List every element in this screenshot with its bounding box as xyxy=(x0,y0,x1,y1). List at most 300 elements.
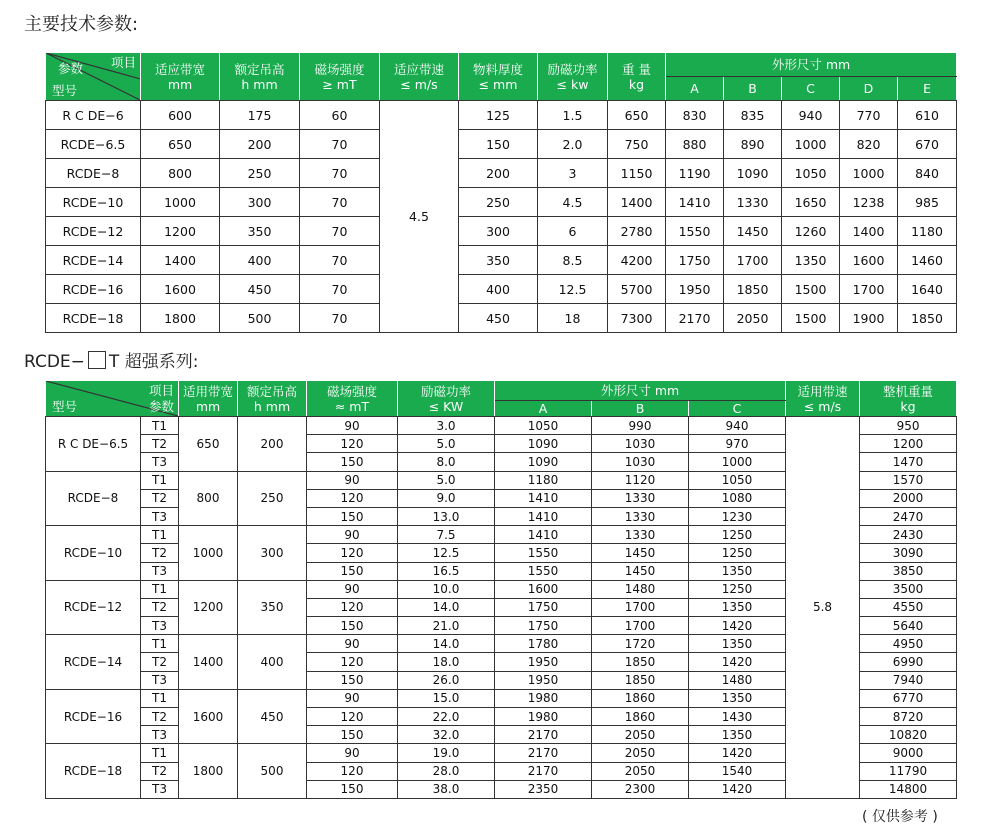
power-cell: 16.5 xyxy=(398,562,495,580)
weight-cell: 6990 xyxy=(860,653,957,671)
weight-cell: 7940 xyxy=(860,671,957,689)
B-cell: 1860 xyxy=(592,708,689,726)
field-cell: 120 xyxy=(307,708,398,726)
width-cell: 1000 xyxy=(141,188,220,217)
model-cell: RCDE−18 xyxy=(46,744,141,799)
B-cell: 1120 xyxy=(592,471,689,489)
type-cell: T3 xyxy=(141,453,179,471)
width-cell: 650 xyxy=(141,130,220,159)
power-cell: 5.0 xyxy=(398,471,495,489)
C-cell: 1350 xyxy=(689,635,786,653)
power-cell: 3.0 xyxy=(398,417,495,435)
super-series-table xyxy=(45,380,957,799)
header-cell: 整机重量 kg xyxy=(860,381,957,417)
model-cell: RCDE−10 xyxy=(46,188,141,217)
power-cell: 14.0 xyxy=(398,635,495,653)
power-cell: 1.5 xyxy=(538,101,608,130)
table-row xyxy=(46,246,957,275)
A-cell: 1750 xyxy=(495,598,592,616)
field-cell: 90 xyxy=(307,689,398,707)
E-cell: 610 xyxy=(898,101,957,130)
thick-cell: 300 xyxy=(459,217,538,246)
width-cell: 600 xyxy=(141,101,220,130)
power-cell: 3 xyxy=(538,159,608,188)
power-cell: 22.0 xyxy=(398,708,495,726)
model-cell: RCDE−6.5 xyxy=(46,130,141,159)
field-cell: 150 xyxy=(307,562,398,580)
E-cell: 1850 xyxy=(898,304,957,333)
D-cell: 820 xyxy=(840,130,898,159)
dim-header-c: C xyxy=(689,401,786,417)
D-cell: 1600 xyxy=(840,246,898,275)
model-cell: RCDE−8 xyxy=(46,159,141,188)
dims-header: 外形尺寸 mm xyxy=(495,381,786,401)
weight-cell: 2470 xyxy=(860,507,957,525)
weight-cell: 2000 xyxy=(860,489,957,507)
C-cell: 1250 xyxy=(689,580,786,598)
field-cell: 70 xyxy=(300,188,380,217)
model-cell: RCDE−14 xyxy=(46,246,141,275)
header-cell: 适用带宽 mm xyxy=(179,381,238,417)
C-cell: 1420 xyxy=(689,617,786,635)
corner-item-label: 项目 xyxy=(148,383,174,398)
dim-header-d: D xyxy=(840,77,898,101)
power-cell: 32.0 xyxy=(398,726,495,744)
table-row xyxy=(46,304,957,333)
type-cell: T1 xyxy=(141,635,179,653)
C-cell: 1540 xyxy=(689,762,786,780)
model-cell: RCDE−8 xyxy=(46,471,141,526)
header-cell: 适应带宽 mm xyxy=(141,53,220,101)
width-cell: 800 xyxy=(141,159,220,188)
C-cell: 940 xyxy=(689,417,786,435)
weight-cell: 10820 xyxy=(860,726,957,744)
width-cell: 1200 xyxy=(179,580,238,635)
main-spec-heading: 主要技术参数: xyxy=(24,14,139,35)
C-cell: 1500 xyxy=(782,304,840,333)
header-cell: 重 量 kg xyxy=(608,53,666,101)
E-cell: 1180 xyxy=(898,217,957,246)
height-cell: 450 xyxy=(220,275,300,304)
C-cell: 1350 xyxy=(689,726,786,744)
model-cell: R C DE−6 xyxy=(46,101,141,130)
A-cell: 1980 xyxy=(495,689,592,707)
power-cell: 21.0 xyxy=(398,617,495,635)
table-row xyxy=(46,101,957,130)
A-cell: 1750 xyxy=(495,617,592,635)
weight-cell: 2430 xyxy=(860,526,957,544)
weight-cell: 7300 xyxy=(608,304,666,333)
B-cell: 1450 xyxy=(592,544,689,562)
field-cell: 120 xyxy=(307,544,398,562)
super-series-heading: RCDE− T 超强系列: xyxy=(24,352,199,372)
width-cell: 1400 xyxy=(179,635,238,690)
B-cell: 1860 xyxy=(592,689,689,707)
A-cell: 1550 xyxy=(495,544,592,562)
corner-header xyxy=(46,381,179,417)
type-cell: T3 xyxy=(141,726,179,744)
thick-cell: 350 xyxy=(459,246,538,275)
weight-cell: 3500 xyxy=(860,580,957,598)
dims-header: 外形尺寸 mm xyxy=(666,53,957,77)
A-cell: 830 xyxy=(666,101,724,130)
field-cell: 90 xyxy=(307,744,398,762)
C-cell: 1250 xyxy=(689,544,786,562)
A-cell: 1050 xyxy=(495,417,592,435)
power-cell: 12.5 xyxy=(538,275,608,304)
weight-cell: 14800 xyxy=(860,780,957,798)
dim-header-c: C xyxy=(782,77,840,101)
table-row xyxy=(46,417,957,435)
A-cell: 2170 xyxy=(495,744,592,762)
weight-cell: 1470 xyxy=(860,453,957,471)
weight-cell: 1200 xyxy=(860,435,957,453)
E-cell: 1460 xyxy=(898,246,957,275)
dim-header-b: B xyxy=(724,77,782,101)
width-cell: 1800 xyxy=(179,744,238,799)
power-cell: 38.0 xyxy=(398,780,495,798)
C-cell: 1050 xyxy=(689,471,786,489)
height-cell: 200 xyxy=(220,130,300,159)
B-cell: 2050 xyxy=(592,762,689,780)
type-cell: T2 xyxy=(141,598,179,616)
type-cell: T1 xyxy=(141,526,179,544)
A-cell: 880 xyxy=(666,130,724,159)
dim-header-a: A xyxy=(495,401,592,417)
header-cell: 适用带速 ≤ m/s xyxy=(786,381,860,417)
model-cell: RCDE−10 xyxy=(46,526,141,581)
field-cell: 120 xyxy=(307,762,398,780)
C-cell: 970 xyxy=(689,435,786,453)
C-cell: 1350 xyxy=(689,598,786,616)
type-cell: T1 xyxy=(141,744,179,762)
speed-cell: 4.5 xyxy=(380,101,459,333)
B-cell: 1030 xyxy=(592,435,689,453)
weight-cell: 3090 xyxy=(860,544,957,562)
field-cell: 90 xyxy=(307,580,398,598)
D-cell: 1400 xyxy=(840,217,898,246)
C-cell: 1420 xyxy=(689,744,786,762)
type-cell: T2 xyxy=(141,435,179,453)
height-cell: 500 xyxy=(238,744,307,799)
E-cell: 670 xyxy=(898,130,957,159)
weight-cell: 4550 xyxy=(860,598,957,616)
table-row xyxy=(46,217,957,246)
header-cell: 磁场强度 ≈ mT xyxy=(307,381,398,417)
thick-cell: 450 xyxy=(459,304,538,333)
B-cell: 1480 xyxy=(592,580,689,598)
B-cell: 2300 xyxy=(592,780,689,798)
B-cell: 890 xyxy=(724,130,782,159)
power-cell: 18.0 xyxy=(398,653,495,671)
field-cell: 70 xyxy=(300,246,380,275)
A-cell: 1090 xyxy=(495,453,592,471)
weight-cell: 650 xyxy=(608,101,666,130)
weight-cell: 5640 xyxy=(860,617,957,635)
corner-model-label: 型号 xyxy=(52,83,78,98)
corner-model-label: 型号 xyxy=(52,399,78,414)
type-cell: T2 xyxy=(141,544,179,562)
C-cell: 1250 xyxy=(689,526,786,544)
dim-header-b: B xyxy=(592,401,689,417)
type-cell: T2 xyxy=(141,489,179,507)
A-cell: 1980 xyxy=(495,708,592,726)
corner-param-label: 参数 xyxy=(58,61,84,76)
A-cell: 1410 xyxy=(495,507,592,525)
B-cell: 2050 xyxy=(592,726,689,744)
A-cell: 1180 xyxy=(495,471,592,489)
C-cell: 1000 xyxy=(782,130,840,159)
A-cell: 1780 xyxy=(495,635,592,653)
height-cell: 175 xyxy=(220,101,300,130)
height-cell: 400 xyxy=(238,635,307,690)
D-cell: 1238 xyxy=(840,188,898,217)
type-cell: T2 xyxy=(141,653,179,671)
B-cell: 1850 xyxy=(724,275,782,304)
power-cell: 8.0 xyxy=(398,453,495,471)
header-cell: 物料厚度 ≤ mm xyxy=(459,53,538,101)
width-cell: 1600 xyxy=(179,689,238,744)
height-cell: 200 xyxy=(238,417,307,472)
E-cell: 840 xyxy=(898,159,957,188)
field-cell: 150 xyxy=(307,617,398,635)
power-cell: 7.5 xyxy=(398,526,495,544)
B-cell: 2050 xyxy=(592,744,689,762)
model-cell: R C DE−6.5 xyxy=(46,417,141,472)
C-cell: 1650 xyxy=(782,188,840,217)
power-cell: 6 xyxy=(538,217,608,246)
type-cell: T3 xyxy=(141,507,179,525)
field-cell: 70 xyxy=(300,304,380,333)
corner-item-label: 项目 xyxy=(110,55,136,70)
weight-cell: 9000 xyxy=(860,744,957,762)
model-cell: RCDE−16 xyxy=(46,275,141,304)
corner-param-label: 参数 xyxy=(148,399,174,414)
weight-cell: 1570 xyxy=(860,471,957,489)
weight-cell: 4950 xyxy=(860,635,957,653)
header-cell: 磁场强度 ≥ mT xyxy=(300,53,380,101)
header-cell: 励磁功率 ≤ KW xyxy=(398,381,495,417)
B-cell: 1030 xyxy=(592,453,689,471)
weight-cell: 11790 xyxy=(860,762,957,780)
weight-cell: 950 xyxy=(860,417,957,435)
field-cell: 70 xyxy=(300,275,380,304)
field-cell: 150 xyxy=(307,453,398,471)
power-cell: 13.0 xyxy=(398,507,495,525)
type-cell: T2 xyxy=(141,762,179,780)
weight-cell: 8720 xyxy=(860,708,957,726)
width-cell: 650 xyxy=(179,417,238,472)
C-cell: 1260 xyxy=(782,217,840,246)
width-cell: 1000 xyxy=(179,526,238,581)
power-cell: 9.0 xyxy=(398,489,495,507)
field-cell: 150 xyxy=(307,671,398,689)
C-cell: 1420 xyxy=(689,780,786,798)
field-cell: 60 xyxy=(300,101,380,130)
field-cell: 70 xyxy=(300,217,380,246)
A-cell: 1550 xyxy=(495,562,592,580)
field-cell: 70 xyxy=(300,130,380,159)
dim-header-e: E xyxy=(898,77,957,101)
table-row xyxy=(46,130,957,159)
corner-header xyxy=(46,53,141,101)
height-cell: 350 xyxy=(220,217,300,246)
weight-cell: 3850 xyxy=(860,562,957,580)
weight-cell: 5700 xyxy=(608,275,666,304)
weight-cell: 750 xyxy=(608,130,666,159)
field-cell: 90 xyxy=(307,471,398,489)
D-cell: 1700 xyxy=(840,275,898,304)
model-cell: RCDE−18 xyxy=(46,304,141,333)
weight-cell: 4200 xyxy=(608,246,666,275)
speed-cell: 5.8 xyxy=(786,417,860,799)
field-cell: 150 xyxy=(307,507,398,525)
weight-cell: 2780 xyxy=(608,217,666,246)
field-cell: 150 xyxy=(307,780,398,798)
header-cell: 励磁功率 ≤ kw xyxy=(538,53,608,101)
B-cell: 835 xyxy=(724,101,782,130)
height-cell: 450 xyxy=(238,689,307,744)
B-cell: 1700 xyxy=(592,598,689,616)
table-row xyxy=(46,188,957,217)
field-cell: 120 xyxy=(307,489,398,507)
power-cell: 10.0 xyxy=(398,580,495,598)
blank-box-icon xyxy=(88,351,106,369)
B-cell: 1330 xyxy=(724,188,782,217)
thick-cell: 400 xyxy=(459,275,538,304)
field-cell: 90 xyxy=(307,526,398,544)
A-cell: 2170 xyxy=(495,762,592,780)
type-cell: T3 xyxy=(141,780,179,798)
A-cell: 1410 xyxy=(495,526,592,544)
field-cell: 90 xyxy=(307,417,398,435)
A-cell: 1600 xyxy=(495,580,592,598)
thick-cell: 125 xyxy=(459,101,538,130)
power-cell: 14.0 xyxy=(398,598,495,616)
height-cell: 300 xyxy=(220,188,300,217)
A-cell: 1410 xyxy=(666,188,724,217)
width-cell: 1600 xyxy=(141,275,220,304)
C-cell: 1000 xyxy=(689,453,786,471)
type-cell: T1 xyxy=(141,417,179,435)
thick-cell: 200 xyxy=(459,159,538,188)
model-cell: RCDE−16 xyxy=(46,689,141,744)
B-cell: 990 xyxy=(592,417,689,435)
width-cell: 1800 xyxy=(141,304,220,333)
D-cell: 1900 xyxy=(840,304,898,333)
A-cell: 1750 xyxy=(666,246,724,275)
width-cell: 1400 xyxy=(141,246,220,275)
header-cell: 适应带速 ≤ m/s xyxy=(380,53,459,101)
B-cell: 1330 xyxy=(592,526,689,544)
C-cell: 1080 xyxy=(689,489,786,507)
C-cell: 940 xyxy=(782,101,840,130)
A-cell: 1090 xyxy=(495,435,592,453)
height-cell: 500 xyxy=(220,304,300,333)
C-cell: 1500 xyxy=(782,275,840,304)
field-cell: 90 xyxy=(307,635,398,653)
B-cell: 1720 xyxy=(592,635,689,653)
field-cell: 120 xyxy=(307,435,398,453)
C-cell: 1430 xyxy=(689,708,786,726)
width-cell: 1200 xyxy=(141,217,220,246)
B-cell: 2050 xyxy=(724,304,782,333)
C-cell: 1350 xyxy=(689,562,786,580)
height-cell: 250 xyxy=(238,471,307,526)
B-cell: 1330 xyxy=(592,489,689,507)
B-cell: 1090 xyxy=(724,159,782,188)
B-cell: 1700 xyxy=(724,246,782,275)
type-cell: T3 xyxy=(141,671,179,689)
B-cell: 1700 xyxy=(592,617,689,635)
type-cell: T3 xyxy=(141,617,179,635)
field-cell: 150 xyxy=(307,726,398,744)
height-cell: 400 xyxy=(220,246,300,275)
height-cell: 300 xyxy=(238,526,307,581)
model-cell: RCDE−12 xyxy=(46,580,141,635)
A-cell: 1950 xyxy=(495,653,592,671)
B-cell: 1450 xyxy=(592,562,689,580)
dim-header-a: A xyxy=(666,77,724,101)
table-row xyxy=(46,159,957,188)
height-cell: 250 xyxy=(220,159,300,188)
B-cell: 1850 xyxy=(592,671,689,689)
C-cell: 1480 xyxy=(689,671,786,689)
main-spec-table xyxy=(45,52,957,333)
E-cell: 985 xyxy=(898,188,957,217)
type-cell: T1 xyxy=(141,471,179,489)
header-cell: 额定吊高 h mm xyxy=(238,381,307,417)
type-cell: T1 xyxy=(141,689,179,707)
type-cell: T1 xyxy=(141,580,179,598)
A-cell: 2170 xyxy=(666,304,724,333)
C-cell: 1050 xyxy=(782,159,840,188)
field-cell: 120 xyxy=(307,598,398,616)
C-cell: 1350 xyxy=(689,689,786,707)
power-cell: 2.0 xyxy=(538,130,608,159)
A-cell: 1950 xyxy=(495,671,592,689)
power-cell: 28.0 xyxy=(398,762,495,780)
field-cell: 70 xyxy=(300,159,380,188)
A-cell: 1190 xyxy=(666,159,724,188)
power-cell: 4.5 xyxy=(538,188,608,217)
power-cell: 18 xyxy=(538,304,608,333)
weight-cell: 6770 xyxy=(860,689,957,707)
power-cell: 5.0 xyxy=(398,435,495,453)
C-cell: 1230 xyxy=(689,507,786,525)
type-cell: T3 xyxy=(141,562,179,580)
power-cell: 26.0 xyxy=(398,671,495,689)
model-cell: RCDE−12 xyxy=(46,217,141,246)
weight-cell: 1150 xyxy=(608,159,666,188)
A-cell: 2170 xyxy=(495,726,592,744)
D-cell: 770 xyxy=(840,101,898,130)
thick-cell: 250 xyxy=(459,188,538,217)
weight-cell: 1400 xyxy=(608,188,666,217)
table-row xyxy=(46,275,957,304)
power-cell: 15.0 xyxy=(398,689,495,707)
field-cell: 120 xyxy=(307,653,398,671)
header-cell: 额定吊高 h mm xyxy=(220,53,300,101)
type-cell: T2 xyxy=(141,708,179,726)
B-cell: 1850 xyxy=(592,653,689,671)
D-cell: 1000 xyxy=(840,159,898,188)
B-cell: 1330 xyxy=(592,507,689,525)
height-cell: 350 xyxy=(238,580,307,635)
A-cell: 1410 xyxy=(495,489,592,507)
A-cell: 1550 xyxy=(666,217,724,246)
model-cell: RCDE−14 xyxy=(46,635,141,690)
